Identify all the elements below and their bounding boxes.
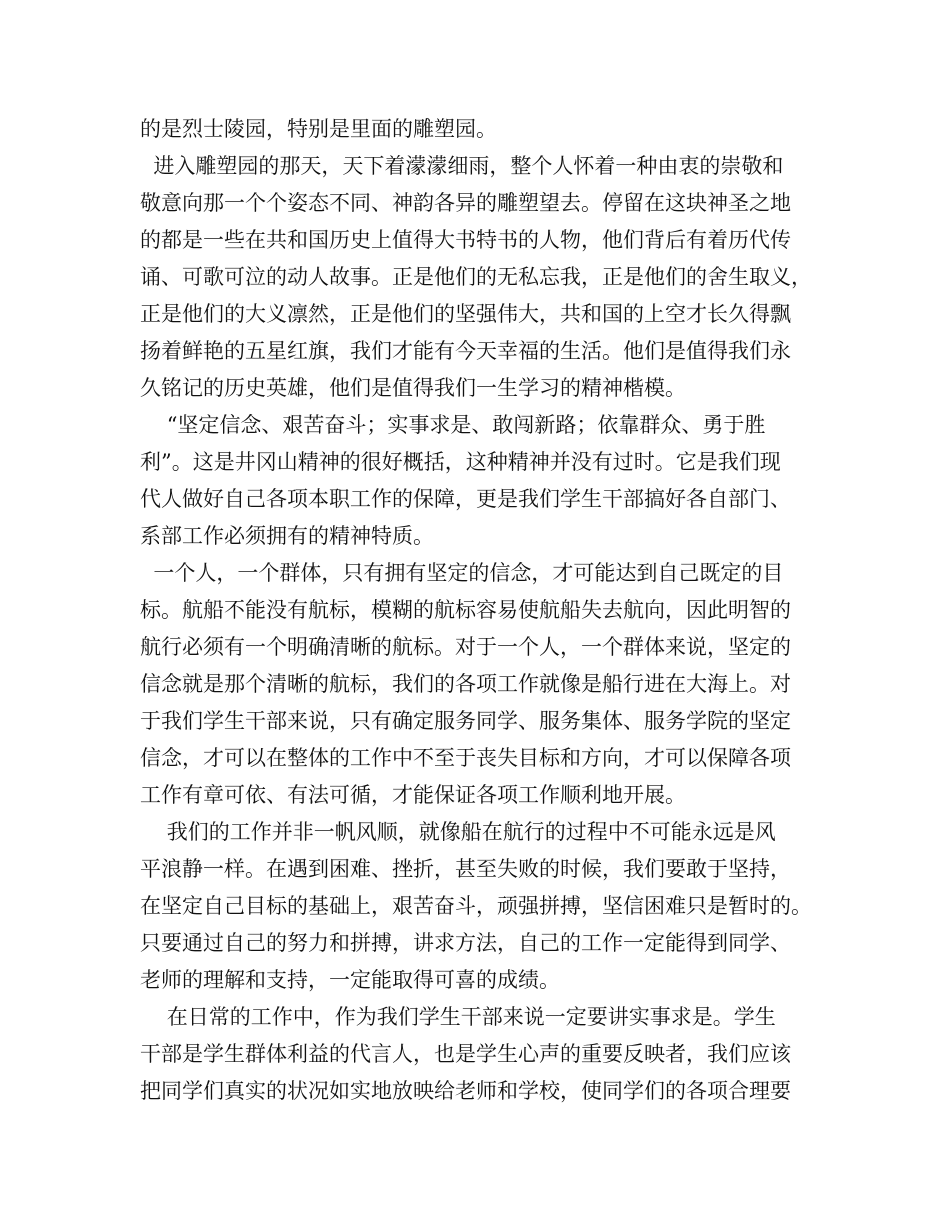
text-line: 代人做好自己各项本职工作的保障，更是我们学生干部搞好各自部门、 bbox=[140, 487, 791, 511]
text-line: 信念就是那个清晰的航标，我们的各项工作就像是船行进在大海上。对 bbox=[140, 672, 791, 696]
text-line: 标。航船不能没有航标，模糊的航标容易使航船失去航向，因此明智的 bbox=[140, 598, 791, 622]
text-line: 我们的工作并非一帆风顺，就像船在航行的过程中不可能永远是风 bbox=[140, 820, 776, 844]
text-line: 敬意向那一个个姿态不同、神韵各异的雕塑望去。停留在这块神圣之地 bbox=[140, 191, 791, 215]
text-line: 在日常的工作中，作为我们学生干部来说一定要讲实事求是。学生 bbox=[140, 1005, 776, 1029]
text-line: 利”。这是井冈山精神的很好概括，这种精神并没有过时。它是我们现 bbox=[140, 450, 781, 474]
text-line: 的都是一些在共和国历史上值得大书特书的人物，他们背后有着历代传 bbox=[140, 228, 791, 252]
text-line: 进入雕塑园的那天，天下着濛濛细雨，整个人怀着一种由衷的崇敬和 bbox=[140, 154, 784, 178]
text-line: 的是烈士陵园，特别是里面的雕塑园。 bbox=[140, 117, 497, 141]
text-line: 平浪静一样。在遇到困难、挫折，甚至失败的时候，我们要敢于坚持， bbox=[140, 857, 791, 881]
text-line: 老师的理解和支持，一定能取得可喜的成绩。 bbox=[140, 968, 560, 992]
text-line: 系部工作必须拥有的精神特质。 bbox=[140, 524, 434, 548]
text-line: 只要通过自己的努力和拼搏，讲求方法，自己的工作一定能得到同学、 bbox=[140, 931, 791, 955]
text-line: 扬着鲜艳的五星红旗，我们才能有今天幸福的生活。他们是值得我们永 bbox=[140, 339, 791, 363]
text-line: “坚定信念、艰苦奋斗；实事求是、敢闯新路；依靠群众、勇于胜 bbox=[140, 413, 766, 437]
text-line: 信念，才可以在整体的工作中不至于丧失目标和方向，才可以保障各项 bbox=[140, 746, 791, 770]
text-line: 一个人，一个群体，只有拥有坚定的信念，才可能达到自己既定的目 bbox=[140, 561, 784, 585]
text-line: 于我们学生干部来说，只有确定服务同学、服务集体、服务学院的坚定 bbox=[140, 709, 791, 733]
text-line: 在坚定自己目标的基础上，艰苦奋斗，顽强拼搏，坚信困难只是暂时的。 bbox=[140, 894, 812, 918]
text-line: 工作有章可依、有法可循，才能保证各项工作顺利地开展。 bbox=[140, 783, 686, 807]
text-line: 干部是学生群体利益的代言人，也是学生心声的重要反映者，我们应该 bbox=[140, 1042, 791, 1066]
text-line: 航行必须有一个明确清晰的航标。对于一个人，一个群体来说，坚定的 bbox=[140, 635, 791, 659]
text-line: 久铭记的历史英雄，他们是值得我们一生学习的精神楷模。 bbox=[140, 376, 686, 400]
text-line: 把同学们真实的状况如实地放映给老师和学校，使同学们的各项合理要 bbox=[140, 1079, 791, 1103]
text-line: 诵、可歌可泣的动人故事。正是他们的无私忘我，正是他们的舍生取义， bbox=[140, 265, 812, 289]
text-line: 正是他们的大义凛然，正是他们的坚强伟大，共和国的上空才长久得飘 bbox=[140, 302, 791, 326]
